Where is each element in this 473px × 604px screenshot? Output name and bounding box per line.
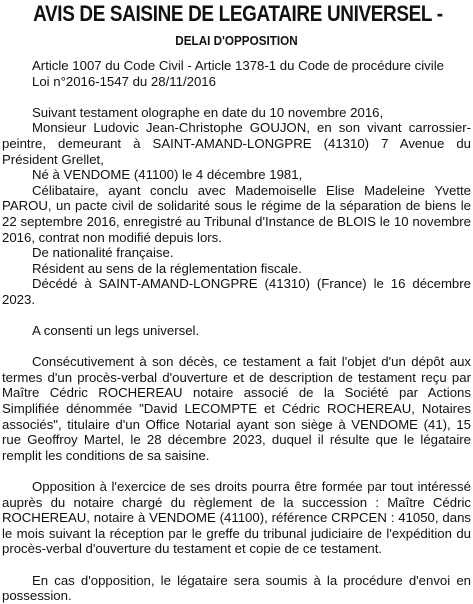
- paragraph-spacer: [2, 339, 471, 355]
- legal-reference-line: Loi n°2016-1547 du 28/11/2016: [32, 73, 216, 89]
- testator-birth-line: Né à VENDOME (41100) le 4 décembre 1981,: [32, 167, 303, 183]
- nationality-line: De nationalité française.: [32, 245, 174, 261]
- testament-deposit-paragraph: Consécutivement à son décès, ce testament a fait l'objet d'un dépôt aux termes d'un procès-verbal d'ouverture et de description de testament reçu par Maître Cédric ROCHEREAU notaire associé de la Société par Actions Simplifiée dénommée "David LECOMPTE et Cédric ROCHEREAU, Notaires associés", titulaire d'un Office Notarial ayant son siège à VENDOME (41), 15 rue Geoffroy Martel, le 28 décembre 2023, duquel il résulte que le légataire remplit les conditions de sa saisine.: [2, 354, 471, 463]
- universal-legacy-line: A consenti un legs universel.: [32, 323, 200, 339]
- paragraph-spacer: [2, 557, 471, 573]
- notice-title: AVIS DE SAISINE DE LEGATAIRE UNIVERSEL -: [33, 1, 443, 26]
- civil-status-paragraph: Célibataire, ayant conclu avec Mademoiselle Elise Madeleine Yvette PAROU, un pacte civil de solidarité sous le régime de la séparation de biens le 22 septembre 2016, enregistré au Tribunal d'Instance de BLOIS le 10 novembre 2016, contrat non modifié depuis lors.: [2, 182, 471, 245]
- notice-subtitle: DELAI D'OPPOSITION: [175, 33, 298, 48]
- opposition-paragraph: Opposition à l'exercice de ses droits pourra être formée par tout intéressé auprès du notaire chargé du règlement de la succession : Maître Cédric ROCHEREAU, notaire à VENDOME (41100), référence CRPCEN : 41050, dans le mois suivant la réception par le greffe du tribunal judiciaire de l'expédition du procès-verbal d'ouverture du testament et copie de ce testament.: [2, 479, 471, 557]
- notice-body: [2, 58, 471, 604]
- paragraph-spacer: [2, 463, 471, 479]
- fiscal-residence-line: Résident au sens de la réglementation fiscale.: [32, 260, 302, 276]
- closing-paragraph: En cas d'opposition, le légataire sera soumis à la procédure d'envoi en possession.: [2, 572, 471, 604]
- testator-identity-paragraph: Monsieur Ludovic Jean-Christophe GOUJON, en son vivant carrossier-peintre, demeurant à SAINT-AMAND-LONGPRE (41310) 7 Avenue du Président Grellet,: [2, 120, 471, 167]
- paragraph-spacer: [2, 89, 471, 105]
- death-line: Décédé à SAINT-AMAND-LONGPRE (41310) (France) le 16 décembre 2023.: [2, 276, 471, 307]
- testament-date-line: Suivant testament olographe en date du 10 novembre 2016,: [32, 104, 384, 120]
- legal-reference-line: Article 1007 du Code Civil - Article 1378-1 du Code de procédure civile: [32, 58, 444, 73]
- paragraph-spacer: [2, 308, 471, 324]
